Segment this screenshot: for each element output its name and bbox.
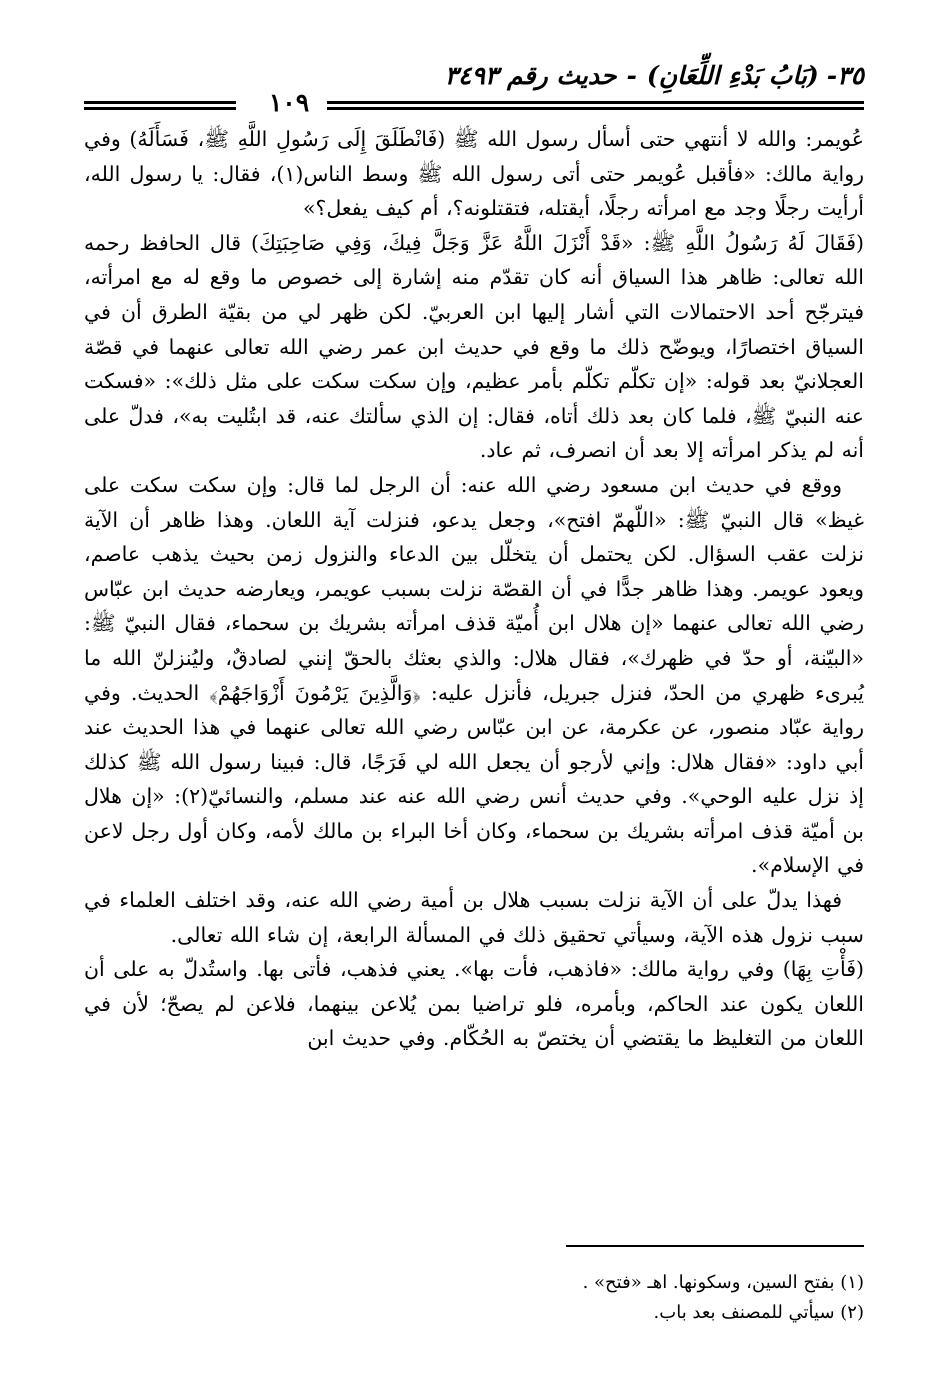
- paragraph-1: عُويمر: والله لا أنتهي حتى أسأل رسول الله ﷺ (فَانْطَلَقَ إِلَى رَسُولِ اللَّهِ ﷺ، فَسَأَلَهُ) وفي رواية مالك: «فأقبل عُويمر حتى أتى رسول الله ﷺ وسط الناس(١)، فقال: يا رسول الله، أرأيت رجلًا وجد مع امرأته رجلًا، أيقتله، فتقتلونه؟، أم كيف يفعل؟»: [84, 127, 864, 221]
- chapter-number: ٣٥-: [826, 60, 864, 90]
- paragraph-5: (فَأْتِ بِهَا) وفي رواية مالك: «فاذهب، فأت بها». يعني فذهب، فأتى بها. واستُدلّ به على أن اللعان يكون عند الحاكم، وبأمره، فلو تراضيا بمن يُلاعن بينهما، فلاعن لم يصحّ؛ لأن في اللعان من التغليظ ما يقتضي أن يختصّ به الحُكّام. وفي حديث ابن: [84, 957, 864, 1051]
- hadith-number-label: حديث رقم ٣٤٩٣: [444, 60, 617, 90]
- book-page: [84, 58, 864, 1358]
- header-dash: -: [626, 60, 637, 90]
- footnote-1: (١) بفتح السين، وسكونها. اهـ «فتح» .: [582, 1272, 864, 1293]
- paragraph-4: فهذا يدلّ على أن الآية نزلت بسبب هلال بن أمية رضي الله عنه، وقد اختلف العلماء في سبب نزول هذه الآية، وسيأتي تحقيق ذلك في المسألة الرابعة، إن شاء الله تعالى.: [84, 888, 864, 947]
- footnote-separator: [566, 1245, 864, 1247]
- header-rule-row: [84, 88, 864, 122]
- main-text: [84, 122, 864, 1056]
- header-rule-left: [84, 101, 236, 110]
- footnotes: [84, 1268, 864, 1328]
- chapter-title: (بَابُ بَدْءِ اللِّعَانِ): [646, 60, 819, 90]
- paragraph-3: ووقع في حديث ابن مسعود رضي الله عنه: أن الرجل لما قال: وإن سكت سكت على غيظ» قال النبيّ ﷺ: «اللّهمّ افتح»، وجعل يدعو، فنزلت آية اللعان. وهذا ظاهر أن الآية نزلت عقب السؤال. لكن يحتمل أن يتخلّل بين الدعاء والنزول زمن بحيث يذهب عاصم، ويعود عويمر. وهذا ظاهر جدًّا في أن القصّة نزلت بسبب عويمر، ويعارضه حديث ابن عبّاس رضي الله تعالى عنهما «إن هلال ابن أُميّة قذف امرأته بشريك بن سحماء، فقال النبيّ ﷺ: «البيّنة، أو حدّ في ظهرك»، فقال هلال: والذي بعثك بالحقّ إنني لصادقٌ، وليُنزلنّ الله ما يُبرىء ظهري من الحدّ، فنزل جبريل، فأنزل عليه: ﴿وَالَّذِينَ يَرْمُونَ أَزْوَاجَهُمْ﴾ الحديث. وفي رواية عبّاد منصور، عن عكرمة، عن ابن عبّاس رضي الله تعالى عنهما في هذا الحديث عند أبي داود: «فقال هلال: وإني لأرجو أن يجعل الله لي فَرَجًا، قال: فبينا رسول الله ﷺ كذلك إذ نزل عليه الوحي». وفي حديث أنس رضي الله عنه عند مسلم، والنسائيّ(٢): «إن هلال بن أميّة قذف امرأته بشريك بن سحماء، وكان أخا البراء بن مالك لأمه، وكان أول رجل لاعن في الإسلام».: [84, 472, 864, 878]
- page-number: ١٠٩: [268, 88, 310, 117]
- paragraph-2: (فَقَالَ لَهُ رَسُولُ اللَّهِ ﷺ: «قَدْ أَنْزَلَ اللَّهُ عَزَّ وَجَلَّ فِيكَ، وَفِي صَاحِبَتِكَ) قال الحافظ رحمه الله تعالى: ظاهر هذا السياق أنه كان تقدّم منه إشارة إلى خصوص ما وقع له مع امرأته، فيترجّح أحد الاحتمالات التي أشار إليها ابن العربيّ. لكن ظهر لي من بقيّة الطرق أن في السياق اختصارًا، ويوضّح ذلك ما وقع في حديث ابن عمر رضي الله تعالى عنهما في قصّة العجلانيّ بعد قوله: «إن تكلّم تكلّم بأمر عظيم، وإن سكت سكت على مثل ذلك»: «فسكت عنه النبيّ ﷺ، فلما كان بعد ذلك أتاه، فقال: إن الذي سألتك عنه، قد ابتُليت به»، فدلّ على أنه لم يذكر امرأته إلا بعد أن انصرف، ثم عاد.: [84, 230, 864, 463]
- header-rule-right: [327, 101, 864, 110]
- footnote-2: (٢) سيأتي للمصنف بعد باب.: [653, 1302, 864, 1323]
- running-header: [84, 58, 864, 92]
